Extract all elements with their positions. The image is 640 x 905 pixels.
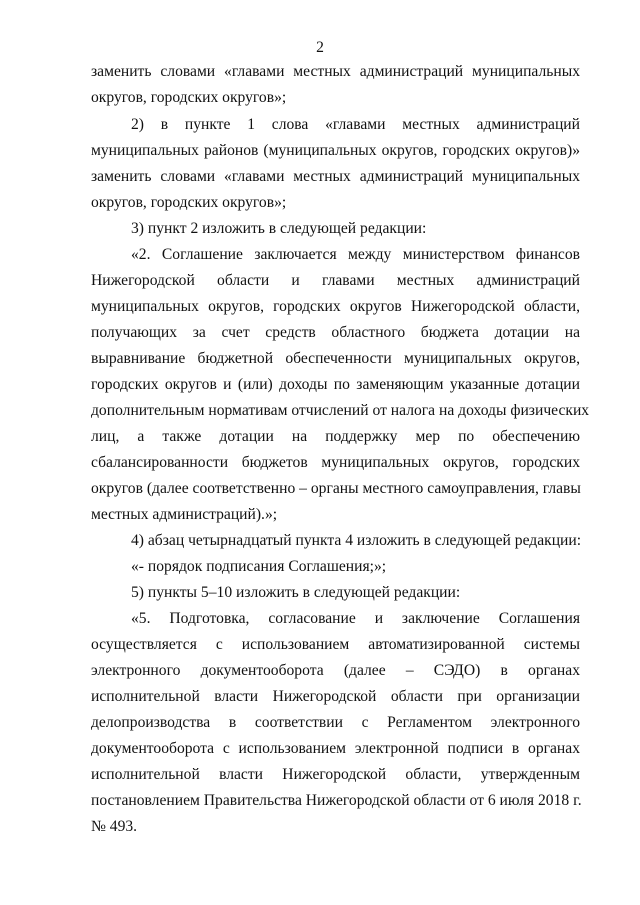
text-line: постановлением Правительства Нижегородской области от 6 июля 2018 г. [91, 792, 582, 809]
text-line: муниципальных районов (муниципальных округов, городских округов)» [91, 142, 580, 159]
text-line: «- порядок подписания Соглашения;»; [131, 558, 387, 575]
text-line: № 493. [91, 818, 138, 835]
text-line: заменить словами «главами местных администраций муниципальных [91, 63, 580, 80]
text-line: 2) в пункте 1 слова «главами местных администраций [131, 116, 580, 133]
text-line: лиц, а также дотации на поддержку мер по обеспечению [91, 428, 580, 445]
text-line: исполнительной власти Нижегородской области, утвержденным [91, 766, 580, 783]
text-line: округов, городских округов»; [91, 194, 287, 211]
text-line: заменить словами «главами местных администраций муниципальных [91, 168, 580, 185]
text-line: муниципальных округов, городских округов Нижегородской области, [91, 298, 580, 315]
text-line: осуществляется с использованием автоматизированной системы [91, 636, 580, 653]
text-line: 3) пункт 2 изложить в следующей редакции: [131, 220, 427, 237]
text-line: местных администраций).»; [91, 506, 278, 523]
text-line: дополнительным нормативам отчислений от налога на доходы физических [91, 402, 590, 419]
text-line: 5) пункты 5–10 изложить в следующей редакции: [131, 584, 461, 601]
text-line: выравнивание бюджетной обеспеченности муниципальных округов, [91, 350, 580, 367]
text-line: получающих за счет средств областного бюджета дотации на [91, 324, 580, 341]
text-line: 4) абзац четырнадцатый пункта 4 изложить в следующей редакции: [131, 532, 582, 549]
text-line: Нижегородской области и главами местных администраций [91, 272, 580, 289]
text-line: городских округов и (или) доходы по заменяющим указанные дотации [91, 376, 580, 393]
text-line: «5. Подготовка, согласование и заключение Соглашения [131, 610, 580, 627]
text-line: документооборота с использованием электронной подписи в органах [91, 740, 580, 757]
page-number: 2 [316, 39, 324, 56]
text-line: сбалансированности бюджетов муниципальных округов, городских [91, 454, 580, 471]
text-line: делопроизводства в соответствии с Регламентом электронного [91, 714, 580, 731]
text-line: исполнительной власти Нижегородской области при организации [91, 688, 580, 705]
text-line: электронного документооборота (далее – СЭДО) в органах [91, 662, 580, 679]
text-line: «2. Соглашение заключается между министерством финансов [131, 246, 580, 263]
text-line: округов, городских округов»; [91, 89, 287, 106]
text-line: округов (далее соответственно – органы местного самоуправления, главы [91, 480, 581, 497]
